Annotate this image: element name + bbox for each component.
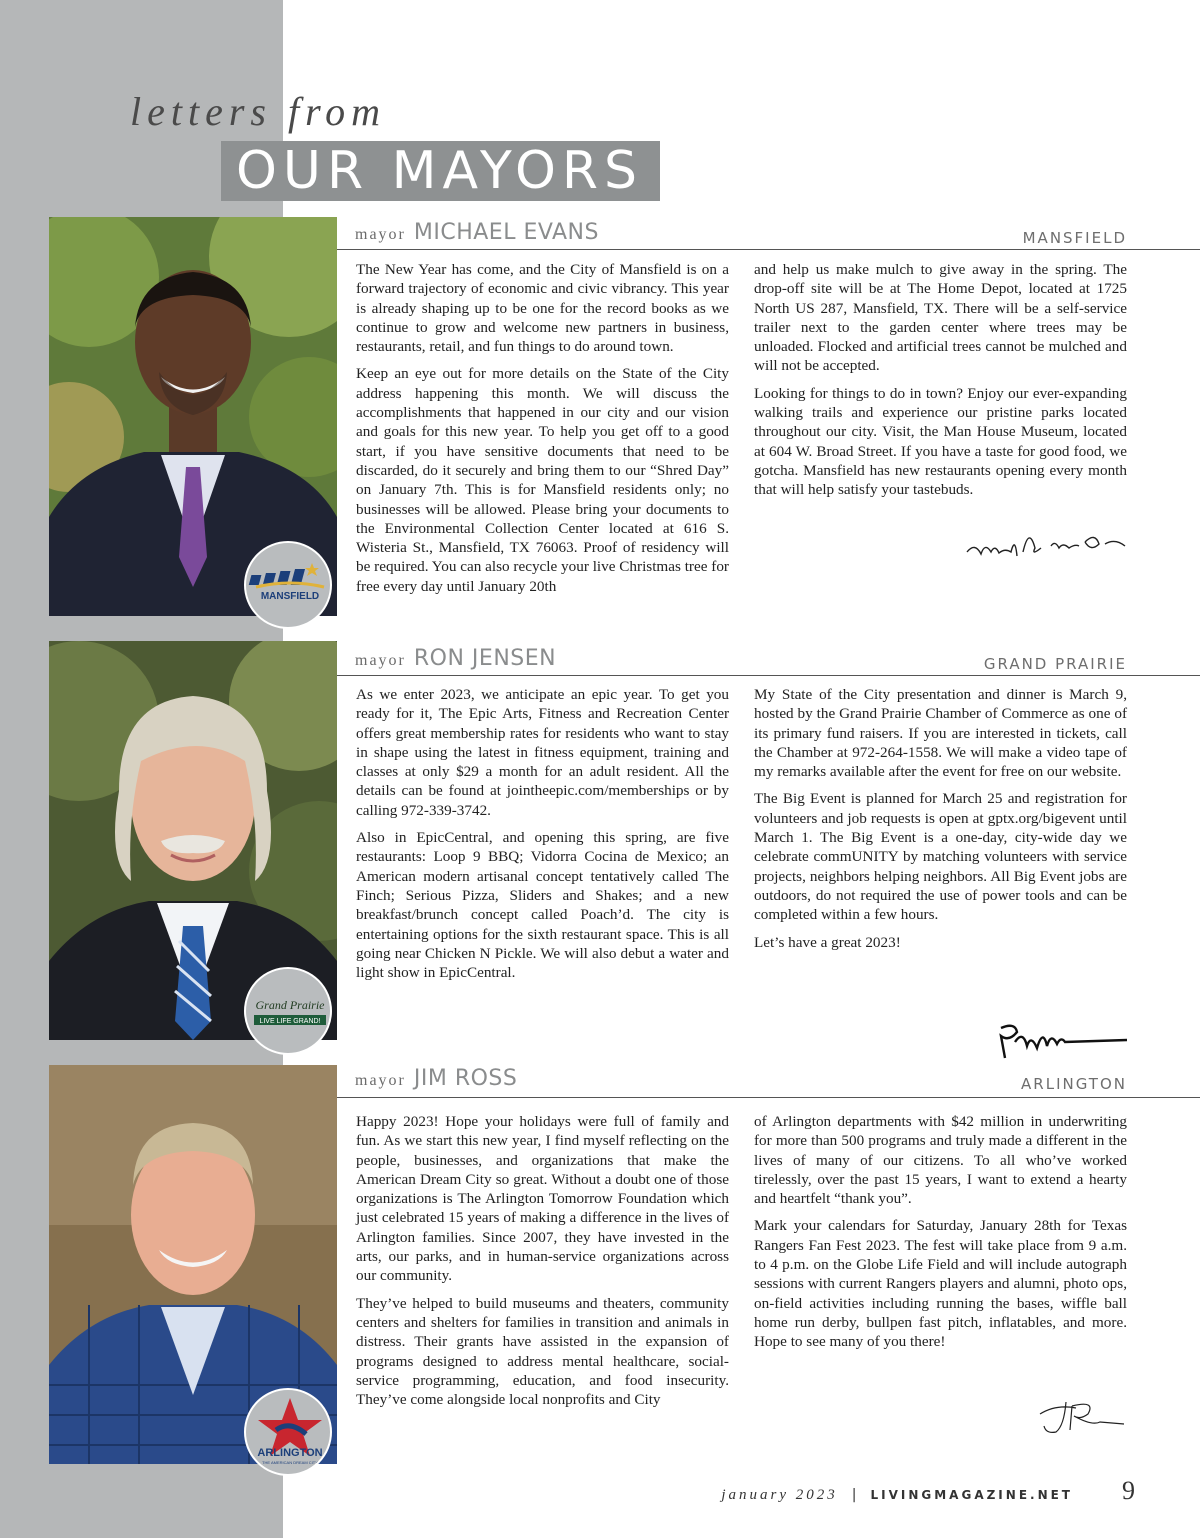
paragraph: The Big Event is planned for March 25 and registration for volunteers and job requests is open at gptx.org/bigevent until March 1. The Big Event is a one-day, city-wide day we celebrate commUNITY by matching volunteers with service projects, neighbors helping neighbors. All Big Event jobs are outdoors, do not required the use of power tools and can be completed within a few hours. <box>754 790 1127 924</box>
arlington-logo-subtext: THE AMERICAN DREAM CITY <box>262 1460 318 1465</box>
paragraph: As we enter 2023, we anticipate an epic year. To get you ready for it, The Epic Arts, Fitness and Recreation Center offers great membership rates for residents who want to stay in shape using the latest in fitness equipment, training and classes at only $29 a month for an adult resident. All the details can be found at jointheepic.com/memberships or by calling 972-339-3742. <box>356 686 729 819</box>
arlington-logo-text: ARLINGTON <box>257 1447 323 1459</box>
footer-site[interactable]: LIVINGMAGAZINE.NET <box>870 1488 1073 1502</box>
paragraph: The New Year has come, and the City of Mansfield is on a forward trajectory of economic and civic vibrancy. This year is already shaping up to be one for the record books as we continue to grow and welcome new partners in business, restaurants, retail, and fun things to do around town. <box>356 261 729 356</box>
paragraph: They’ve helped to build museums and theaters, community centers and shelters for families in transition and animals in distress. Their grants have assisted in the expansion of programs designed to address mental healthcare, social-service programming, education, and food insecurity. They’ve come alongside local nonprofits and City <box>356 1294 729 1409</box>
mayor-label: mayor <box>355 1072 406 1089</box>
grand-prairie-logo-subtext: LIVE LIFE GRAND! <box>259 1018 321 1025</box>
footer-date: january 2023 <box>721 1487 838 1503</box>
mayor-name: MICHAEL EVANS <box>413 220 599 245</box>
city-name: GRAND PRAIRIE <box>983 655 1127 673</box>
paragraph: and help us make mulch to give away in the spring. The drop-off site will be at The Home Depot, located at 1725 North US 287, Mansfield, TX. There will be a self-service trailer next to the garden center where trees may be unloaded. Flocked and artificial trees cannot be mulched and will not be accepted. <box>754 261 1127 375</box>
paragraph: Looking for things to do in town? Enjoy our ever-expanding walking trails and experience our pristine parks located throughout our city. Visit, the Man House Museum, located at 604 W. Broad Street. If you have a taste for good food, we gotcha. Mansfield has new restaurants opening every month that will help satisfy your tastebuds. <box>754 384 1127 499</box>
signature-jim-ross <box>1036 1396 1128 1438</box>
grand-prairie-logo-text: Grand Prairie <box>255 998 325 1012</box>
letter-column-2 <box>754 1112 1127 1360</box>
page-number: 9 <box>1122 1476 1135 1505</box>
section-rule <box>337 1097 1200 1098</box>
mayor-name: JIM ROSS <box>413 1066 518 1091</box>
footer <box>721 1486 1073 1504</box>
paragraph: Let’s have a great 2023! <box>754 933 901 951</box>
city-name: ARLINGTON <box>1021 1075 1127 1093</box>
page-title: OUR MAYORS <box>236 141 644 201</box>
mayor-label: mayor <box>355 226 406 243</box>
kicker-letters-from: letters from <box>130 89 387 134</box>
paragraph: Happy 2023! Hope your holidays were full of family and fun. As we start this new year, I find myself reflecting on the people, businesses, and organizations that make the American Dream City so great. Without a doubt one of those organizations is The Arlington Tomorrow Foundation which just celebrated 15 years of making a difference in the lives of Arlington families. Since 2007, they have invested in the arts, our parks, and in human-service organizations across our community. <box>356 1113 729 1285</box>
letter-column-1 <box>356 1112 729 1417</box>
paragraph: My State of the City presentation and dinner is March 9, hosted by the Grand Prairie Chamber of Commerce as one of its primary fund raisers. If you are interested in tickets, call the Chamber at 972-264-1558. We will make a video tape of my remarks available after the event for free on our website. <box>754 686 1127 781</box>
city-name: MANSFIELD <box>1022 229 1127 247</box>
mayor-label: mayor <box>355 652 406 669</box>
paragraph: of Arlington departments with $42 million in underwriting for more than 500 programs and truly made a different in the lives of many of our citizens. To all who’ve worked tirelessly, over the past 15 years, I want to extend a hearty and heartfelt “thank you”. <box>754 1113 1127 1208</box>
paragraph: Also in EpicCentral, and opening this spring, are five restaurants: Loop 9 BBQ; Vidorra Cocina de Mexico; an American modern artisanal concept tentatively called The Finch; Serious Pizza, Sliders and Shakes; and a new breakfast/brunch concept called Poach’d. The city is entertaining options for the sixth restaurant space. This is all going near Chicken N Pickle. We will also debut a water and light show in EpicCentral. <box>356 829 729 982</box>
arlington-logo <box>244 1388 332 1476</box>
mansfield-logo-text: MANSFIELD <box>260 591 320 602</box>
mayor-name-row <box>355 1066 517 1091</box>
mayor-name: RON JENSEN <box>413 646 557 671</box>
footer-separator: | <box>851 1487 857 1503</box>
paragraph: Mark your calendars for Saturday, January 28th for Texas Rangers Fan Fest 2023. The fest will take place from 9 a.m. to 4 p.m. on the Globe Life Field and will include autograph sessions with current Rangers players and alumni, photo ops, on-field activities including running the bases, wiffle ball home run derby, bullpen fast pitch, inflatables, and more. Hope to see many of you there! <box>754 1217 1127 1351</box>
paragraph: Keep an eye out for more details on the State of the City address happening this month. We will discuss the accomplishments that happened in our city and our vision and goals for this new year. To help you get off to a good start, if you have sensitive documents that need to be discarded, do it securely and bring them to our “Shred Day” on January 7th. This is for Mansfield residents only; no businesses will be allowed. Please bring your documents to the Environmental Collection Center located at 616 S. Wisteria St., Mansfield, TX 76063. Proof of residency will be required. You can also recycle your live Christmas tree for free every day until January 20th <box>356 365 729 595</box>
